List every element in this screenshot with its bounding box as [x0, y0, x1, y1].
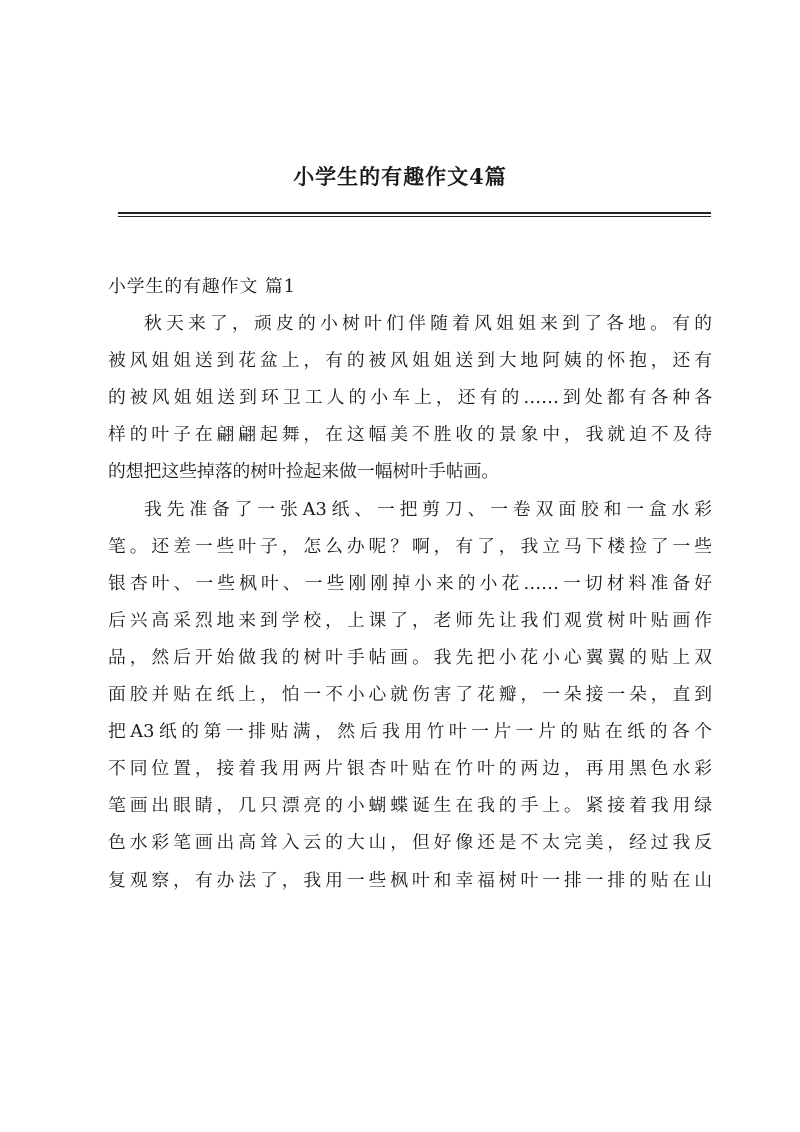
paragraph-line: 银杏叶、一些枫叶、一些刚刚掉小来的小花……一切材料准备好: [108, 572, 712, 594]
paragraph-line: 把A3纸的第一排贴满，然后我用竹叶一片一片的贴在纸的各个: [108, 721, 712, 743]
paragraph-line: 样的叶子在翩翩起舞，在这幅美不胜收的景象中，我就迫不及待: [108, 424, 712, 446]
paragraph-line: 后兴高采烈地来到学校，上课了，老师先让我们观赏树叶贴画作: [108, 609, 712, 631]
paragraph-2: [108, 491, 712, 899]
paragraph-line: 的被风姐姐送到环卫工人的小车上，还有的……到处都有各种各: [108, 387, 712, 409]
paragraph-line: 我先准备了一张A3纸、一把剪刀、一卷双面胶和一盒水彩: [144, 498, 712, 520]
paragraph-line: 品，然后开始做我的树叶手帖画。我先把小花小心翼翼的贴上双: [108, 646, 712, 668]
title-rule-thick: [118, 212, 711, 214]
paragraph-line: 复观察，有办法了，我用一些枫叶和幸福树叶一排一排的贴在山: [108, 869, 712, 891]
paragraph-1: [108, 305, 712, 490]
paragraph-line: 被风姐姐送到花盆上，有的被风姐姐送到大地阿姨的怀抱，还有: [108, 350, 712, 372]
paragraph-line: 面胶并贴在纸上，怕一不小心就伤害了花瓣，一朵接一朵，直到: [108, 684, 712, 706]
paragraph-line: 不同位置，接着我用两片银杏叶贴在竹叶的两边，再用黑色水彩: [108, 758, 712, 780]
title-rule-thin: [118, 216, 711, 217]
document-title: 小学生的有趣作文4篇: [293, 164, 507, 189]
paragraph-line: 笔画出眼睛，几只漂亮的小蝴蝶诞生在我的手上。紧接着我用绿: [108, 795, 712, 817]
document-body: [108, 268, 712, 899]
paragraph-line: 色水彩笔画出高耸入云的大山，但好像还是不太完美，经过我反: [108, 832, 712, 854]
paragraph-line: 的想把这些掉落的树叶捡起来做一幅树叶手帖画。: [108, 461, 500, 483]
section-heading: 小学生的有趣作文 篇1: [108, 276, 296, 297]
paragraph-line: 笔。还差一些叶子，怎么办呢？啊，有了，我立马下楼捡了一些: [108, 535, 712, 557]
paragraph-line: 秋天来了，顽皮的小树叶们伴随着风姐姐来到了各地。有的: [144, 313, 712, 335]
